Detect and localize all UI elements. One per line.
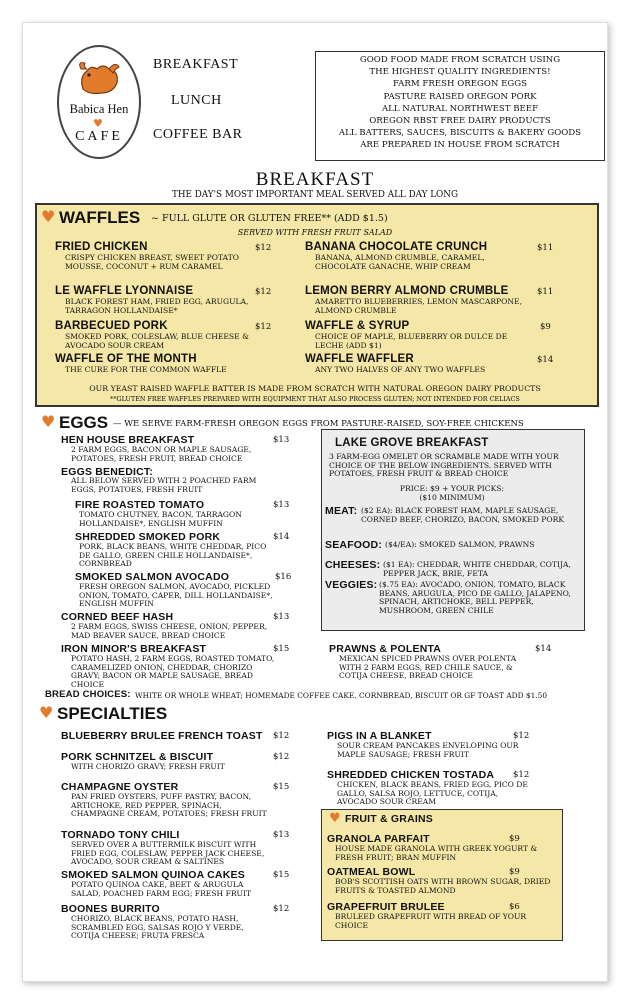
specialty-item-price: $13 bbox=[273, 830, 290, 840]
egg-item-desc: ALL BELOW SERVED WITH 2 POACHED FARM EGGS, POTATOES, FRESH FRUIT bbox=[71, 476, 257, 494]
egg-item-name: HEN HOUSE BREAKFAST bbox=[61, 434, 195, 446]
egg-item-name: PRAWNS & POLENTA bbox=[329, 643, 442, 655]
nav-lunch: LUNCH bbox=[171, 93, 222, 108]
seafood-options: ($4/EA): SMOKED SALMON, PRAWNS bbox=[385, 540, 535, 549]
waffle-item-name: LEMON BERRY ALMOND CRUMBLE bbox=[305, 285, 509, 297]
fruit-item-price: $9 bbox=[509, 834, 520, 844]
specialty-item-desc: SERVED OVER A BUTTERMILK BISCUIT WITH FRIED EGG, COLESLAW, PEPPER JACK CHEESE, AVOCADO, SOUR CREAM & SALTINES bbox=[71, 840, 265, 867]
lake-grove-minimum: ($10 MINIMUM) bbox=[419, 493, 485, 502]
waffle-item-desc: SMOKED PORK, COLESLAW, BLUE CHEESE & AVOCADO SOUR CREAM bbox=[65, 332, 249, 350]
specialty-item-price: $12 bbox=[273, 904, 290, 914]
egg-item-name: CORNED BEEF HASH bbox=[61, 611, 174, 623]
fruit-item-price: $9 bbox=[509, 867, 520, 877]
specialty-item-price: $12 bbox=[273, 731, 290, 741]
fruit-item-name: OATMEAL BOWL bbox=[327, 866, 416, 878]
specialties-title: SPECIALTIES bbox=[57, 704, 168, 723]
specialty-item-name: PORK SCHNITZEL & BISCUIT bbox=[61, 751, 214, 763]
waffle-item-name: WAFFLE OF THE MONTH bbox=[55, 353, 197, 365]
waffle-item-price: $11 bbox=[537, 287, 554, 297]
specialty-item-desc: CHORIZO, BLACK BEANS, POTATO HASH, SCRAMBLED EGG, SALSAS ROJO Y VERDE, COTIJA CHEESE; FRUTA FRESCA bbox=[71, 914, 244, 941]
waffle-item-name: FRIED CHICKEN bbox=[55, 241, 148, 253]
veggies-label: VEGGIES: bbox=[325, 579, 378, 591]
waffles-footer: OUR YEAST RAISED WAFFLE BATTER IS MADE FROM SCRATCH WITH NATURAL OREGON DAIRY PRODUCTS bbox=[89, 384, 541, 393]
specialty-item-desc: POTATO QUINOA CAKE, BEET & ARUGULA SALAD, POACHED FARM EGG; FRESH FRUIT bbox=[71, 880, 252, 898]
specialty-item-name: BOONES BURRITO bbox=[61, 903, 160, 915]
waffle-item-name: BANANA CHOCOLATE CRUNCH bbox=[305, 241, 488, 253]
waffle-item-price: $14 bbox=[537, 355, 554, 365]
egg-item-price: $16 bbox=[275, 572, 292, 582]
fruit-item-price: $6 bbox=[509, 902, 520, 912]
waffle-item-desc: BANANA, ALMOND CRUMBLE, CARAMEL, CHOCOLATE GANACHE, WHIP CREAM bbox=[315, 253, 485, 271]
waffle-item-desc: BLACK FOREST HAM, FRIED EGG, ARUGULA, TARRAGON HOLLANDAISE* bbox=[65, 297, 249, 315]
waffles-title-note: ~ FULL GLUTE OR GLUTEN FREE** (ADD $1.5) bbox=[151, 213, 388, 224]
fruit-item-desc: BRULEED GRAPEFRUIT WITH BREAD OF YOUR CHOICE bbox=[335, 912, 527, 930]
specialty-item-name: CHAMPAGNE OYSTER bbox=[61, 781, 179, 793]
waffle-item-price: $9 bbox=[540, 322, 551, 332]
egg-item-desc: FRESH OREGON SALMON, AVOCADO, PICKLED ONION, TOMATO, CAPER, DILL HOLLANDAISE*, ENGLISH MUFFIN bbox=[79, 582, 273, 609]
waffles-title: WAFFLES bbox=[59, 208, 141, 227]
egg-item-desc: POTATO HASH, 2 FARM EGGS, ROASTED TOMATO, CARAMELIZED ONION, CHEDDAR, CHORIZO GRAVY; BACON OR MAPLE SAUSAGE, BREAD CHOICE bbox=[71, 654, 275, 689]
waffle-item-name: LE WAFFLE LYONNAISE bbox=[55, 285, 194, 297]
info-line: ALL BATTERS, SAUCES, BISCUITS & BAKERY GOODS bbox=[338, 128, 582, 139]
egg-item-price: $14 bbox=[273, 532, 290, 542]
waffle-item-name: WAFFLE WAFFLER bbox=[305, 353, 414, 365]
specialty-item-name: SMOKED SALMON QUINOA CAKES bbox=[61, 869, 245, 881]
lake-grove-title: LAKE GROVE BREAKFAST bbox=[335, 437, 489, 449]
fruit-item-name: GRAPEFRUIT BRULEE bbox=[327, 901, 445, 913]
specialty-item-price: $12 bbox=[273, 752, 290, 762]
specialty-item-name: TORNADO TONY CHILI bbox=[61, 829, 180, 841]
waffles-footnote: **GLUTEN FREE WAFFLES PREPARED WITH EQUIPMENT THAT ALSO PROCESS GLUTEN; NOT INTENDED FOR CELIACS bbox=[110, 395, 520, 403]
breakfast-subtitle: THE DAY'S MOST IMPORTANT MEAL SERVED ALL DAY LONG bbox=[171, 190, 458, 200]
egg-item-desc: MEXICAN SPICED PRAWNS OVER POLENTA WITH 2 FARM EGGS, RED CHILE SAUCE, & COTIJA CHEESE, BREAD CHOICE bbox=[339, 654, 517, 681]
fruit-grains-title: FRUIT & GRAINS bbox=[345, 813, 433, 825]
waffles-heart-icon: ♥ bbox=[41, 207, 56, 226]
logo bbox=[57, 45, 141, 159]
cheeses-label: CHEESES: bbox=[325, 559, 381, 571]
waffle-item-name: WAFFLE & SYRUP bbox=[305, 320, 410, 332]
egg-item-name: SMOKED SALMON AVOCADO bbox=[75, 571, 230, 583]
fruit-item-desc: BOB'S SCOTTISH OATS WITH BROWN SUGAR, DRIED FRUITS & TOASTED ALMOND bbox=[335, 877, 551, 895]
specialty-item-price: $15 bbox=[273, 870, 290, 880]
info-line: FARM FRESH OREGON EGGS bbox=[392, 79, 528, 90]
specialty-item-price: $12 bbox=[513, 731, 530, 741]
waffle-item-name: BARBECUED PORK bbox=[55, 320, 168, 332]
waffle-item-price: $11 bbox=[537, 243, 554, 253]
specialty-item-price: $12 bbox=[513, 770, 530, 780]
waffle-item-price: $12 bbox=[255, 287, 272, 297]
waffle-item-desc: CHOICE OF MAPLE, BLUEBERRY OR DULCE DE LECHE (ADD $1) bbox=[315, 332, 508, 350]
info-line: GOOD FOOD MADE FROM SCRATCH USING bbox=[359, 55, 561, 65]
egg-item-name: FIRE ROASTED TOMATO bbox=[75, 499, 205, 511]
egg-item-name: EGGS BENEDICT: bbox=[61, 466, 154, 478]
specialty-item-desc: WITH CHORIZO GRAVY; FRESH FRUIT bbox=[71, 762, 225, 771]
egg-item-price: $13 bbox=[273, 500, 290, 510]
lake-grove-desc: 3 FARM-EGG OMELET OR SCRAMBLE MADE WITH YOUR CHOICE OF THE BELOW INGREDIENTS. SERVED WITH POTATOES, FRESH FRUIT & BREAD CHOICE bbox=[329, 452, 559, 479]
seafood-label: SEAFOOD: bbox=[325, 539, 383, 551]
egg-item-desc: 2 FARM EGGS, SWISS CHEESE, ONION, PEPPER, MAD BEAVER SAUCE, BREAD CHOICE bbox=[71, 622, 268, 640]
specialty-item-price: $15 bbox=[273, 782, 290, 792]
info-line: OREGON RBST FREE DAIRY PRODUCTS bbox=[369, 116, 551, 127]
bread-options: WHITE OR WHOLE WHEAT; HOMEMADE COFFEE CAKE, CORNBREAD, BISCUIT OR GF TOAST ADD $1.50 bbox=[135, 691, 548, 700]
egg-item-name: IRON MINOR'S BREAKFAST bbox=[61, 643, 207, 655]
waffle-item-desc: THE CURE FOR THE COMMON WAFFLE bbox=[65, 365, 227, 374]
egg-item-price: $13 bbox=[273, 612, 290, 622]
lake-grove-price: PRICE: $9 + YOUR PICKS: bbox=[399, 484, 505, 493]
specialty-item-desc: CHICKEN, BLACK BEANS, FRIED EGG, PICO DE GALLO, SALSA ROJO, LETTUCE, COTIJA, AVOCADO SOUR CREAM bbox=[337, 780, 528, 807]
info-line: PASTURE RAISED OREGON PORK bbox=[383, 91, 537, 102]
cheeses-options: ($1 EA): CHEDDAR, WHITE CHEDDAR, COTIJA, PEPPER JACK, BRIE, FETA bbox=[383, 560, 571, 578]
waffles-served: SERVED WITH FRESH FRUIT SALAD bbox=[237, 228, 393, 237]
info-line: THE HIGHEST QUALITY INGREDIENTS! bbox=[369, 67, 551, 78]
specialty-item-desc: PAN FRIED OYSTERS, PUFF PASTRY, BACON, ARTICHOKE, RED PEPPER, SPINACH, CHAMPAGNE CREAM, POTATOES; FRESH FRUIT bbox=[71, 792, 267, 819]
waffle-item-price: $12 bbox=[255, 322, 272, 332]
menu-page bbox=[22, 22, 608, 982]
info-line: ALL NATURAL NORTHWEST BEEF bbox=[381, 103, 539, 114]
logo-heart-icon: ♥ bbox=[93, 117, 103, 130]
nav-breakfast: BREAKFAST bbox=[153, 57, 239, 72]
hen-icon bbox=[73, 59, 125, 99]
nav-coffee-bar: COFFEE BAR bbox=[153, 127, 243, 142]
specialty-item-desc: SOUR CREAM PANCAKES ENVELOPING OUR MAPLE SAUSAGE; FRESH FRUIT bbox=[337, 741, 519, 759]
specialty-item-name: BLUEBERRY BRULEE FRENCH TOAST bbox=[61, 730, 263, 742]
egg-item-desc: 2 FARM EGGS, BACON OR MAPLE SAUSAGE, POTATOES, FRESH FRUIT, BREAD CHOICE bbox=[71, 445, 252, 463]
fruit-item-name: GRANOLA PARFAIT bbox=[327, 833, 430, 845]
egg-item-price: $13 bbox=[273, 435, 290, 445]
waffle-item-price: $12 bbox=[255, 243, 272, 253]
fruit-item-desc: HOUSE MADE GRANOLA WITH GREEK YOGURT & FRESH FRUIT; BRAN MUFFIN bbox=[335, 844, 538, 862]
egg-item-desc: TOMATO CHUTNEY, BACON, TARRAGON HOLLANDAISE*, ENGLISH MUFFIN bbox=[79, 510, 242, 528]
veggies-options: ($.75 EA): AVOCADO, ONION, TOMATO, BLACK BEANS, ARUGULA, PICO DE GALLO, JALAPENO, SPINACH, ARTICHOKE, BELL PEPPER, MUSHROOM, GREEN CHILE bbox=[379, 580, 571, 615]
egg-item-desc: PORK, BLACK BEANS, WHITE CHEDDAR, PICO DE GALLO, GREEN CHILE HOLLANDAISE*, CORNBREAD bbox=[79, 542, 267, 569]
logo-cafe: CAFE bbox=[75, 129, 123, 144]
meat-options: ($2 EA): BLACK FOREST HAM, MAPLE SAUSAGE, CORNED BEEF, CHORIZO, BACON, SMOKED PORK bbox=[361, 506, 565, 524]
info-box bbox=[315, 51, 605, 161]
waffle-item-desc: CRISPY CHICKEN BREAST, SWEET POTATO MOUSSE, COCONUT + RUM CARAMEL bbox=[65, 253, 240, 271]
egg-item-price: $14 bbox=[535, 644, 552, 654]
eggs-heart-icon: ♥ bbox=[41, 412, 56, 431]
waffle-item-desc: AMARETTO BLUEBERRIES, LEMON MASCARPONE, ALMOND CRUMBLE bbox=[315, 297, 522, 315]
eggs-title: EGGS bbox=[59, 413, 109, 432]
bread-label: BREAD CHOICES: bbox=[45, 689, 131, 700]
specialty-item-name: PIGS IN A BLANKET bbox=[327, 730, 432, 742]
egg-item-name: SHREDDED SMOKED PORK bbox=[75, 531, 221, 543]
egg-item-price: $15 bbox=[273, 644, 290, 654]
specialties-heart-icon: ♥ bbox=[39, 703, 54, 722]
info-line: ARE PREPARED IN HOUSE FROM SCRATCH bbox=[360, 140, 560, 151]
meat-label: MEAT: bbox=[325, 505, 358, 517]
logo-brand: Babica Hen bbox=[69, 102, 129, 116]
eggs-note: — WE SERVE FARM-FRESH OREGON EGGS FROM PASTURE-RAISED, SOY-FREE CHICKENS bbox=[113, 419, 524, 429]
specialty-item-name: SHREDDED CHICKEN TOSTADA bbox=[327, 769, 495, 781]
fruit-heart-icon: ♥ bbox=[329, 811, 341, 826]
waffle-item-desc: ANY TWO HALVES OF ANY TWO WAFFLES bbox=[315, 365, 486, 374]
breakfast-title: BREAKFAST bbox=[255, 169, 375, 190]
